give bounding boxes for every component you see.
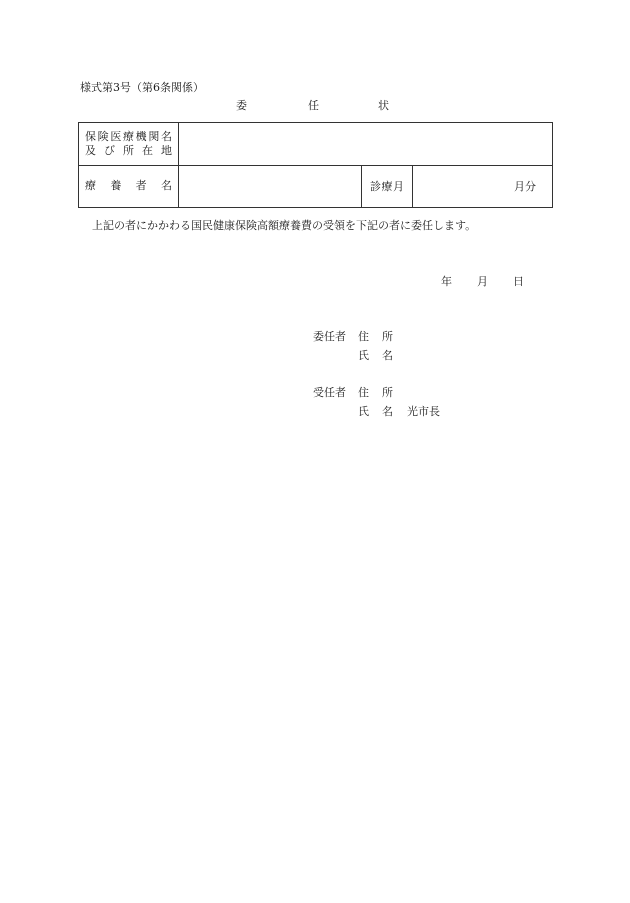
date-day-label: 日 [513,275,524,288]
institution-field[interactable] [179,123,553,166]
patient-label: 療養者名 [79,165,179,208]
title-char: 状 [378,99,389,112]
institution-label-line2: 及び所在地 [85,143,172,157]
title-char: 委 [236,99,247,112]
patient-field[interactable] [179,165,362,208]
institution-row [79,123,553,166]
delegation-statement: 上記の者にかかわる国民健康保険高額療養費の受領を下記の者に委任します。 [92,219,477,232]
institution-label-line1: 保険医療機関名 [85,129,172,143]
date-month-label: 月 [477,275,488,288]
institution-label [79,123,179,166]
title-char: 任 [308,99,319,112]
patient-row [79,165,553,208]
principal-role: 委任者 [313,330,346,343]
treatment-month-field[interactable]: 月分 [413,165,553,208]
date-year-label: 年 [441,275,452,288]
treatment-month-label: 診療月 [362,165,413,208]
agent-role: 受任者 [313,386,346,399]
agent-name-value: 光市長 [407,405,440,418]
info-table [78,122,553,208]
form-number: 様式第3号（第6条関係） [80,81,204,94]
